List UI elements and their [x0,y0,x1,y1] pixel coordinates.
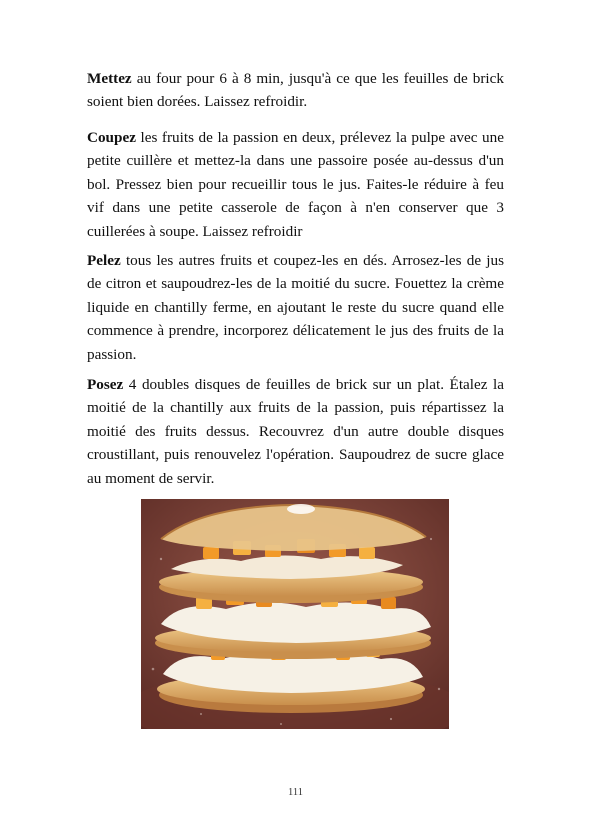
dessert-photo [141,499,449,729]
paragraph-text: 4 doubles disques de feuilles de brick sur un plat. Étalez la moitié de la chantilly aux fruits de la passion, puis répartissez la moitié des fruits dessus. Recouvrez d'un autre double disques croustillant, puis renouvelez l'opération. Saupoudrez de sucre glace au moment de servir. [87,376,504,487]
lead-word: Posez [87,376,124,393]
paragraph-text: tous les autres fruits et coupez-les en dés. Arrosez-les de jus de citron et saupoudrez-les de la moitié du sucre. Fouettez la crème liquide en chantilly ferme, en ajoutant le reste du sucre quand elle commence à prendre, incorporez délicatement le jus des fruits de la passion. [87,252,504,363]
paragraph-cut [87,126,504,243]
page-number: 111 [288,787,303,798]
lead-word: Mettez [87,70,132,87]
paragraph-peel [87,249,504,366]
lead-word: Pelez [87,252,121,269]
dessert-photo-illustration [141,499,449,729]
paragraph-text: les fruits de la passion en deux, prélevez la pulpe avec une petite cuillère et mettez-la dans une passoire posée au-dessus d'un bol. Pressez bien pour recueillir tous le jus. Faites-le réduire à feu vif dans une petite casserole de façon à n'en conserver que 3 cuillerées à soupe. Laissez refroidir [87,129,504,240]
lead-word: Coupez [87,129,136,146]
paragraph-bake [87,67,504,114]
paragraph-assemble [87,373,504,490]
paragraph-text: au four pour 6 à 8 min, jusqu'à ce que les feuilles de brick soient bien dorées. Laissez refroidir. [87,70,504,111]
